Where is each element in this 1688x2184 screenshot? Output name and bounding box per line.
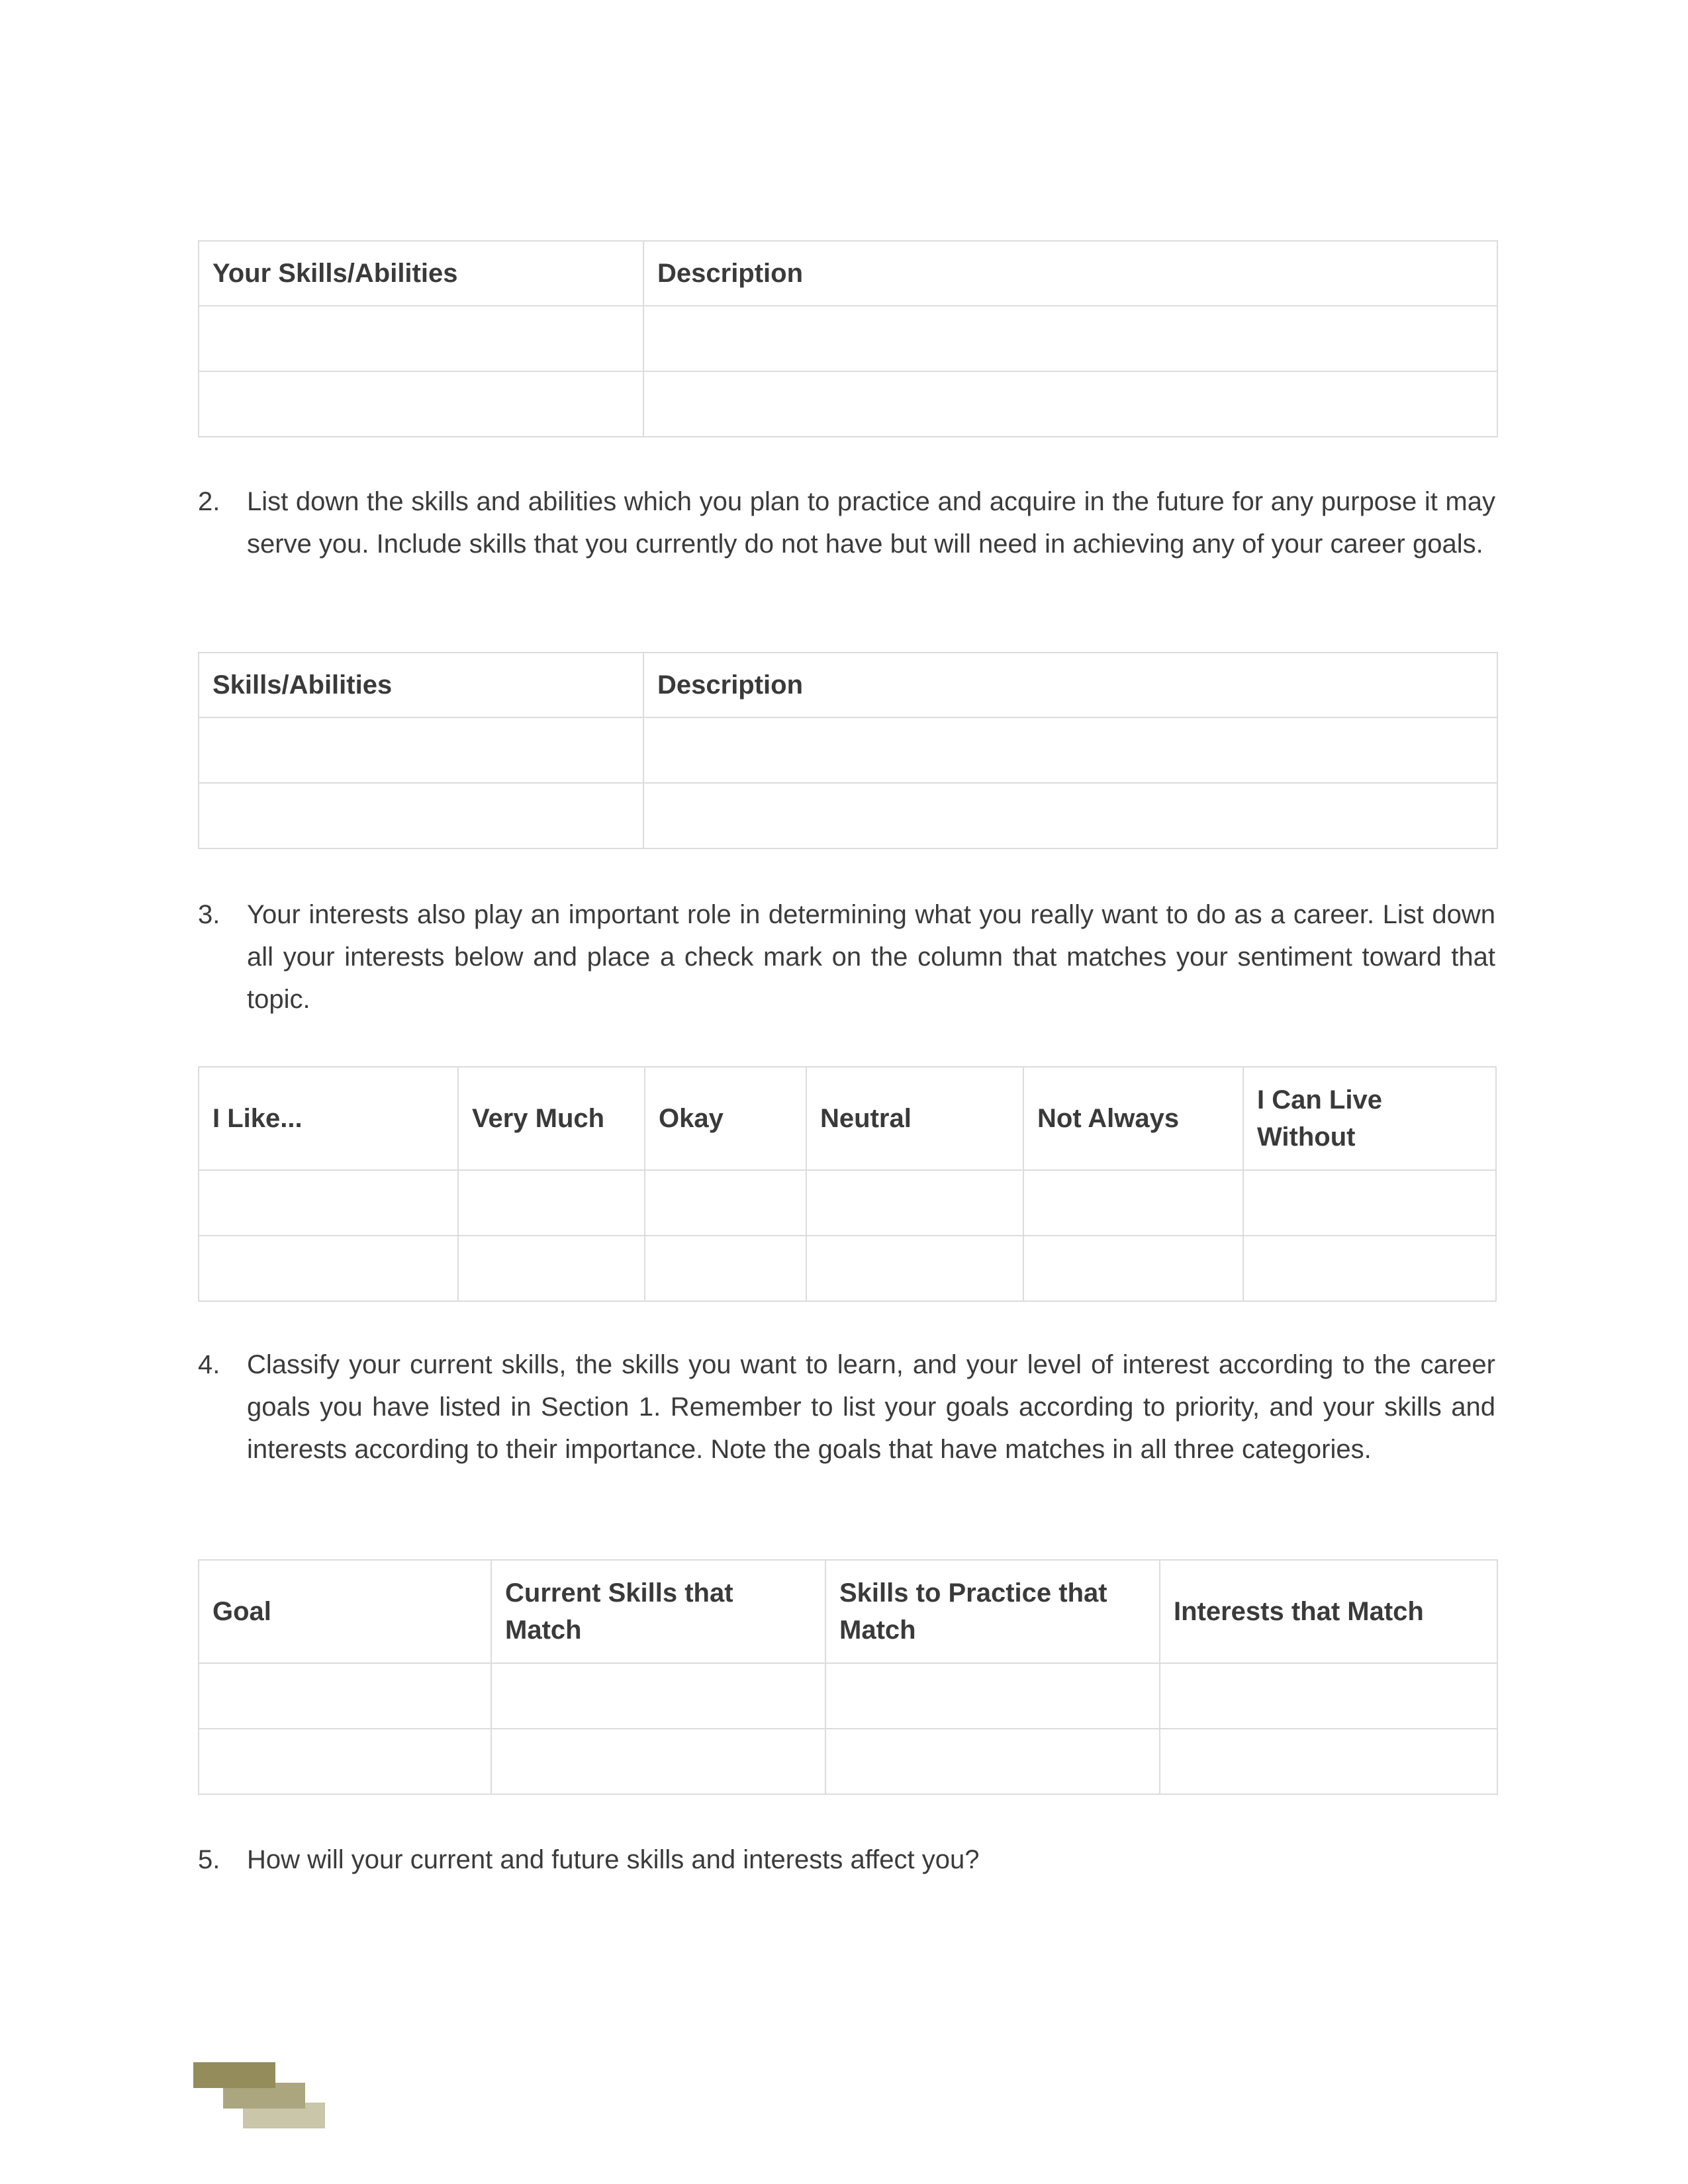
question-3 <box>198 893 1495 1021</box>
table-cell[interactable] <box>1023 1170 1243 1236</box>
table-cell[interactable] <box>199 1663 491 1729</box>
question-number: 5. <box>198 1845 220 1874</box>
question-number: 3. <box>198 900 220 929</box>
table-header-cell: Very Much <box>458 1067 645 1170</box>
question-4 <box>198 1343 1495 1471</box>
table-cell[interactable] <box>825 1663 1160 1729</box>
table-header-cell: Current Skills that Match <box>491 1560 825 1663</box>
table-cell[interactable] <box>645 1236 806 1301</box>
table-header-cell: Description <box>643 653 1497 717</box>
future-skills-table <box>198 652 1498 849</box>
question-text: Your interests also play an important role in determining what you really want to do as a career. List down all your interests below and place a check mark on the column that matches your sentiment toward that topic. <box>247 900 1495 1014</box>
table-cell[interactable] <box>643 306 1497 371</box>
table-header-cell: Your Skills/Abilities <box>199 241 643 306</box>
table-cell[interactable] <box>1023 1236 1243 1301</box>
table-cell[interactable] <box>458 1170 645 1236</box>
table-cell[interactable] <box>458 1236 645 1301</box>
table-header-cell: I Like... <box>199 1067 458 1170</box>
table-cell[interactable] <box>645 1170 806 1236</box>
table-header-cell: Okay <box>645 1067 806 1170</box>
question-text: How will your current and future skills and interests affect you? <box>247 1845 980 1874</box>
decor-block <box>193 2062 275 2088</box>
table-cell[interactable] <box>199 783 643 848</box>
table-cell[interactable] <box>1160 1729 1497 1794</box>
table-cell[interactable] <box>199 1236 458 1301</box>
table-cell[interactable] <box>825 1729 1160 1794</box>
table-header-cell: Goal <box>199 1560 491 1663</box>
table-cell[interactable] <box>1243 1236 1496 1301</box>
table-header-cell: Skills/Abilities <box>199 653 643 717</box>
table-cell[interactable] <box>806 1170 1023 1236</box>
question-text: List down the skills and abilities which you plan to practice and acquire in the future for any purpose it may serve you. Include skills that you currently do not have but will need in achieving any of your career goals. <box>247 487 1495 559</box>
table-header-cell: Skills to Practice that Match <box>825 1560 1160 1663</box>
table-cell[interactable] <box>199 717 643 783</box>
table-cell[interactable] <box>643 783 1497 848</box>
table-cell[interactable] <box>491 1663 825 1729</box>
question-2 <box>198 480 1495 565</box>
table-cell[interactable] <box>491 1729 825 1794</box>
question-text: Classify your current skills, the skills you want to learn, and your level of interest according to the career goals you have listed in Section 1. Remember to list your goals according to priority, and your skills and interests according to their importance. Note the goals that have matches in all three categories. <box>247 1350 1495 1464</box>
table-header-cell: Neutral <box>806 1067 1023 1170</box>
table-cell[interactable] <box>199 1170 458 1236</box>
table-cell[interactable] <box>1160 1663 1497 1729</box>
table-cell[interactable] <box>643 717 1497 783</box>
table-header-cell: Interests that Match <box>1160 1560 1497 1663</box>
current-skills-table <box>198 240 1498 437</box>
question-number: 4. <box>198 1350 220 1379</box>
goals-match-table <box>198 1559 1498 1795</box>
table-cell[interactable] <box>1243 1170 1496 1236</box>
table-cell[interactable] <box>199 371 643 437</box>
table-header-cell: Not Always <box>1023 1067 1243 1170</box>
table-cell[interactable] <box>643 371 1497 437</box>
interests-table <box>198 1066 1497 1302</box>
question-5 <box>198 1839 1495 1881</box>
table-header-cell: I Can Live Without <box>1243 1067 1496 1170</box>
question-number: 2. <box>198 487 220 516</box>
table-cell[interactable] <box>199 306 643 371</box>
table-cell[interactable] <box>806 1236 1023 1301</box>
table-cell[interactable] <box>199 1729 491 1794</box>
table-header-cell: Description <box>643 241 1497 306</box>
